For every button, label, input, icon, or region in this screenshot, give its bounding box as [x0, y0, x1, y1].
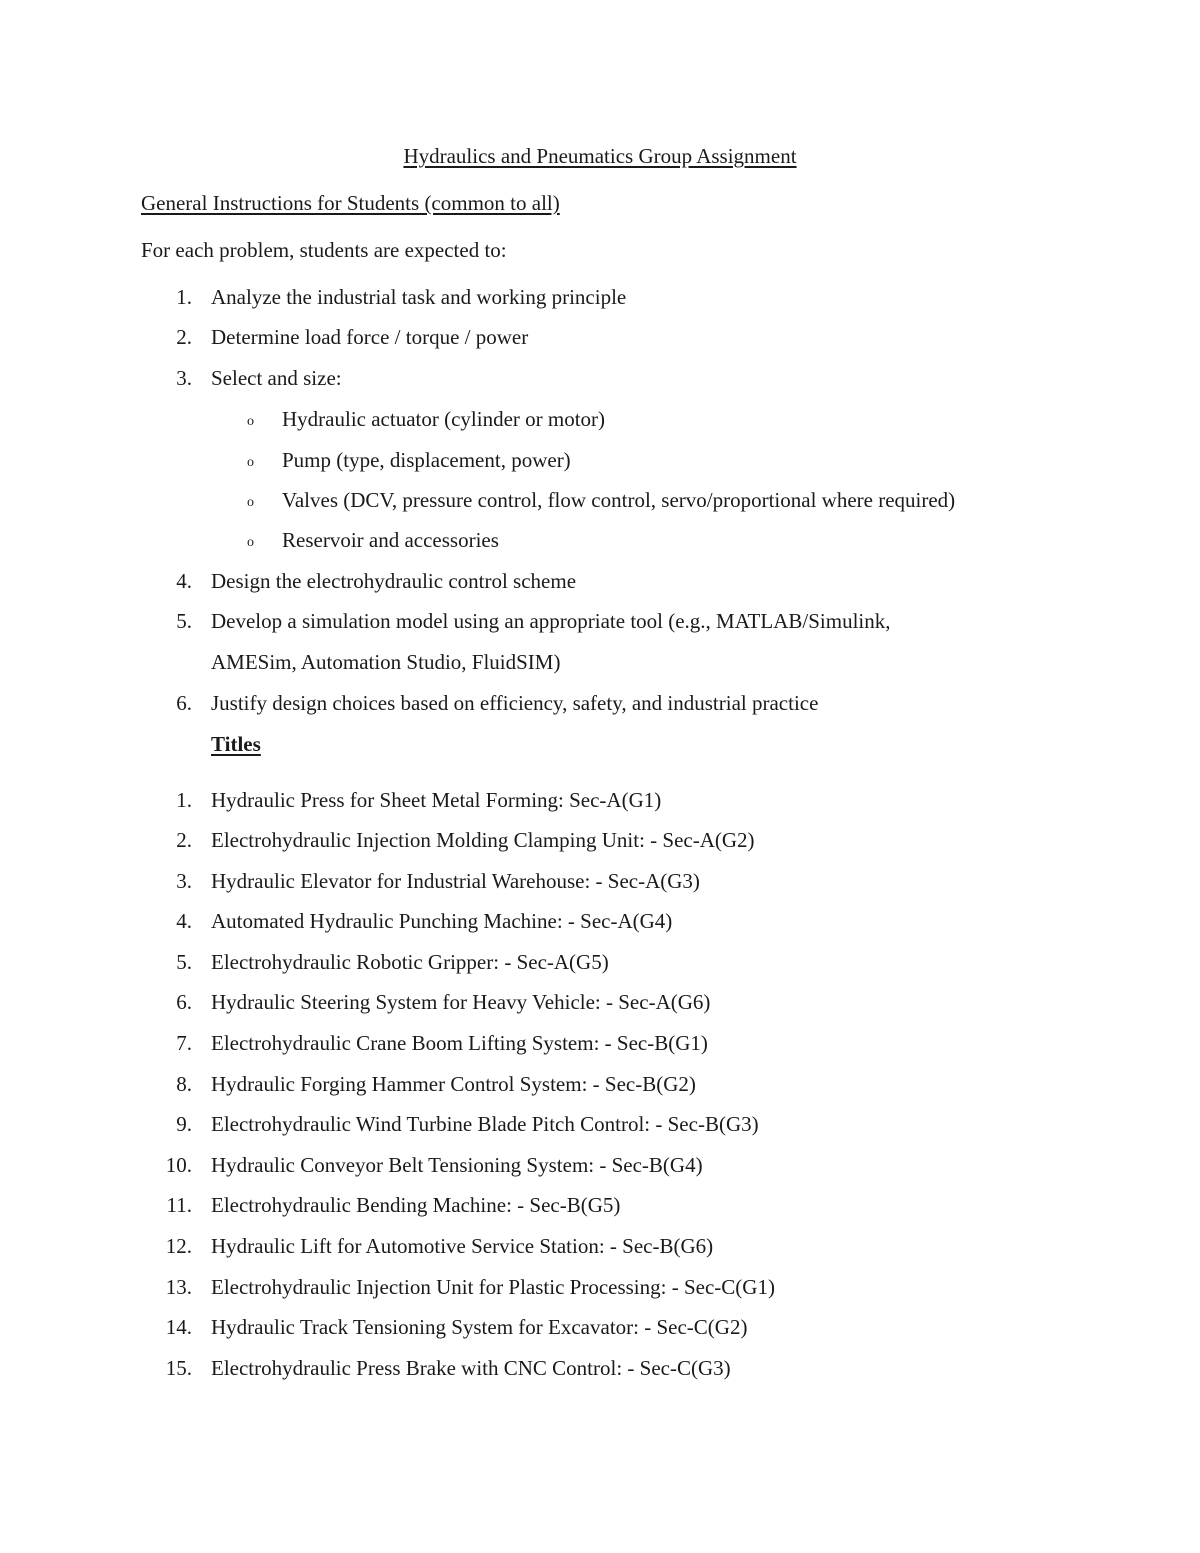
- list-number: 7.: [176, 1031, 192, 1055]
- list-text: Select and size:: [211, 366, 342, 390]
- list-text: Design the electrohydraulic control scheme: [211, 569, 577, 593]
- sub-list-text: Hydraulic actuator (cylinder or motor): [282, 407, 606, 431]
- list-number: 6.: [176, 691, 192, 715]
- list-text: Electrohydraulic Bending Machine: - Sec-B(G5): [211, 1193, 621, 1217]
- list-number: 1.: [176, 285, 192, 309]
- list-number: 10.: [165, 1153, 192, 1177]
- bullet-marker: o: [247, 495, 254, 510]
- document-title: Hydraulics and Pneumatics Group Assignment: [403, 144, 797, 168]
- instructions-heading: General Instructions for Students (common to all): [141, 191, 560, 215]
- list-number: 5.: [176, 950, 192, 974]
- list-number: 13.: [165, 1275, 192, 1299]
- list-text: Electrohydraulic Crane Boom Lifting System: - Sec-B(G1): [211, 1031, 708, 1055]
- list-text: Electrohydraulic Wind Turbine Blade Pitch Control: - Sec-B(G3): [211, 1112, 759, 1136]
- list-number: 14.: [165, 1315, 192, 1339]
- list-number: 3.: [176, 869, 192, 893]
- list-text: Justify design choices based on efficiency, safety, and industrial practice: [211, 691, 819, 715]
- list-number: 11.: [166, 1193, 192, 1217]
- list-number: 9.: [176, 1112, 192, 1136]
- list-text-continued: AMESim, Automation Studio, FluidSIM): [211, 650, 561, 674]
- list-text: Automated Hydraulic Punching Machine: - Sec-A(G4): [211, 909, 673, 933]
- list-text: Hydraulic Track Tensioning System for Excavator: - Sec-C(G2): [211, 1315, 748, 1339]
- list-text: Electrohydraulic Injection Molding Clamping Unit: - Sec-A(G2): [211, 828, 755, 852]
- list-number: 8.: [176, 1072, 192, 1096]
- list-number: 15.: [165, 1356, 192, 1380]
- list-text: Hydraulic Lift for Automotive Service Station: - Sec-B(G6): [211, 1234, 714, 1258]
- list-text: Hydraulic Steering System for Heavy Vehicle: - Sec-A(G6): [211, 990, 711, 1014]
- bullet-marker: o: [247, 535, 254, 550]
- list-number: 2.: [176, 325, 192, 349]
- list-text: Hydraulic Conveyor Belt Tensioning System: - Sec-B(G4): [211, 1153, 703, 1177]
- list-text: Develop a simulation model using an appropriate tool (e.g., MATLAB/Simulink,: [211, 609, 891, 633]
- list-text: Analyze the industrial task and working principle: [211, 285, 627, 309]
- list-number: 12.: [165, 1234, 192, 1258]
- sub-list-text: Reservoir and accessories: [282, 528, 499, 552]
- instructions-intro: For each problem, students are expected to:: [141, 238, 507, 262]
- list-number: 1.: [176, 788, 192, 812]
- list-text: Hydraulic Forging Hammer Control System: - Sec-B(G2): [211, 1072, 696, 1096]
- list-number: 2.: [176, 828, 192, 852]
- list-text: Determine load force / torque / power: [211, 325, 529, 349]
- sub-list-text: Valves (DCV, pressure control, flow control, servo/proportional where required): [282, 488, 956, 512]
- list-number: 5.: [176, 609, 192, 633]
- bullet-marker: o: [247, 455, 254, 470]
- list-text: Electrohydraulic Injection Unit for Plastic Processing: - Sec-C(G1): [211, 1275, 775, 1299]
- list-number: 4.: [176, 569, 192, 593]
- list-text: Electrohydraulic Robotic Gripper: - Sec-A(G5): [211, 950, 609, 974]
- list-text: Electrohydraulic Press Brake with CNC Control: - Sec-C(G3): [211, 1356, 731, 1380]
- bullet-marker: o: [247, 414, 254, 429]
- list-number: 6.: [176, 990, 192, 1014]
- list-text: Hydraulic Elevator for Industrial Warehouse: - Sec-A(G3): [211, 869, 700, 893]
- list-text: Hydraulic Press for Sheet Metal Forming: Sec-A(G1): [211, 788, 662, 812]
- list-number: 4.: [176, 909, 192, 933]
- sub-list-text: Pump (type, displacement, power): [282, 448, 571, 472]
- titles-heading: Titles: [211, 732, 261, 756]
- list-number: 3.: [176, 366, 192, 390]
